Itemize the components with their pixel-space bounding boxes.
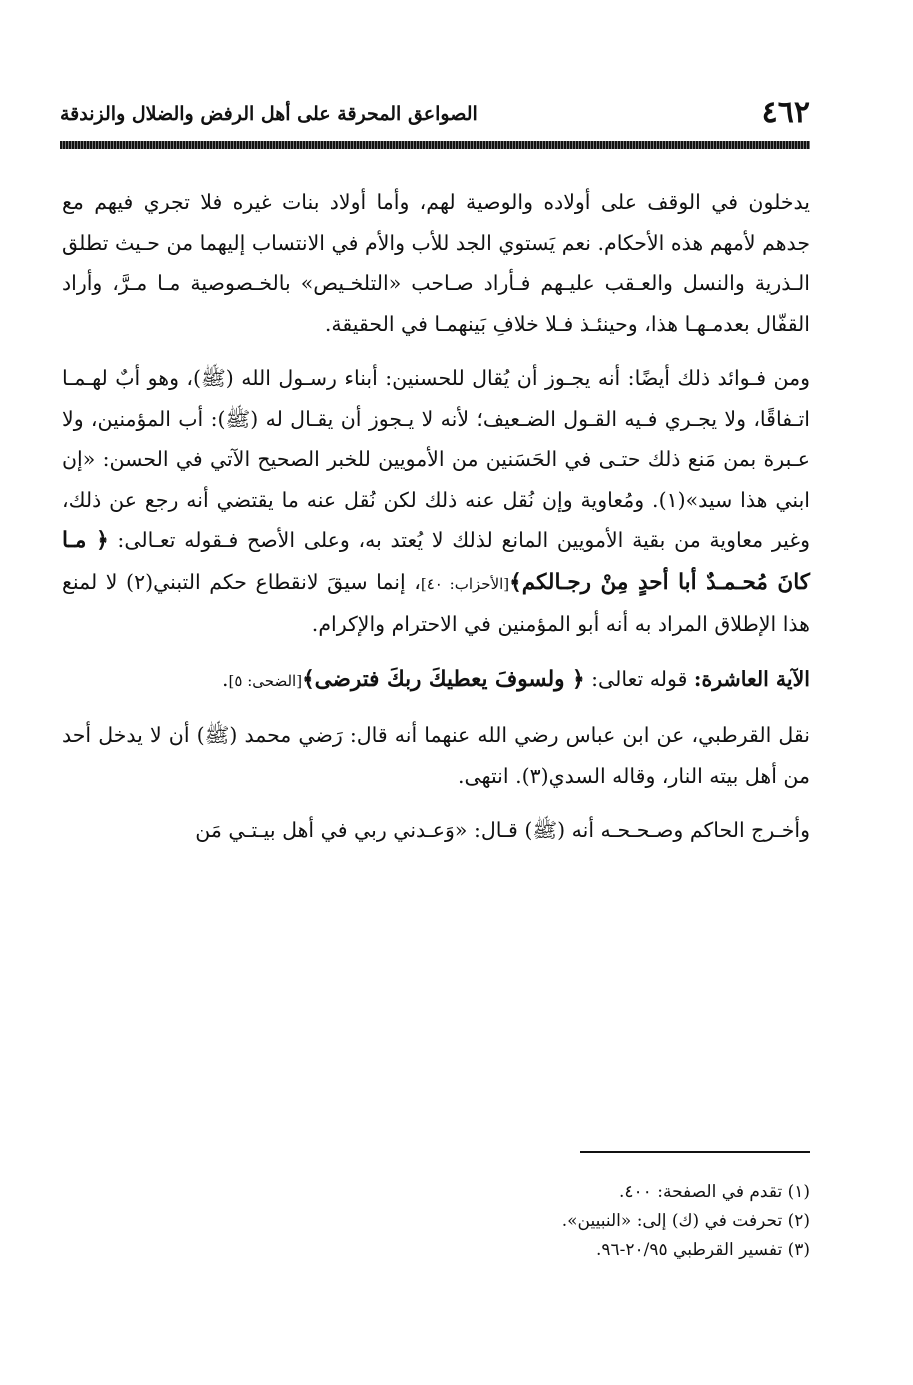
footnote-2: (٢) تحرفت في (ك) إلى: «النبيين». <box>561 1211 810 1231</box>
quran-verse-ahzab: ﴿ مـا كانَ مُحـمـدٌ أبا أحدٍ مِنْ رجـالكم﴾ <box>62 528 810 595</box>
verse-reference-duha: [الضحى: ٥] <box>228 671 303 690</box>
footnote-1: (١) تقدم في الصفحة: ٤٠٠. <box>619 1182 810 1202</box>
verse-reference-ahzab: [الأحزاب: ٤٠] <box>420 574 510 593</box>
paragraph-2 <box>62 358 810 645</box>
paragraph-3-text: قوله تعالى: <box>591 666 688 691</box>
paragraph-3-end: . <box>222 666 229 691</box>
footnote-divider <box>580 1151 810 1153</box>
paragraph-1: يدخلون في الوقف على أولاده والوصية لهم، وأما أولاد بنات غيره فلا تجري فيهم مع جدهم لأمهم هذه الأحكام. نعم يَستوي الجد للأب والأم في الانتساب إليهما من حـيث تطلق الـذرية والنسل والعـقب عليـهم فـأراد صـاحب «التلخـيص» بالخـصوصية مـا مـرَّ، وأراد القفّال بعدمـهـا هذا، وحينئـذ فـلا خلافِ بَينهمـا في الحقيقة. <box>62 190 810 336</box>
book-title: الصواعق المحرقة على أهل الرفض والضلال والزندقة <box>60 103 478 125</box>
page-header <box>60 95 810 130</box>
paragraph-5: وأخـرج الحاكم وصـحـحـه أنه (ﷺ) قـال: «وَعـدني ربي في أهل بيـتـي مَن <box>195 818 810 842</box>
header-divider <box>60 141 810 149</box>
section-heading-tenth-verse: الآية العاشرة: <box>693 666 810 691</box>
footnotes <box>110 1178 810 1265</box>
paragraph-2-text: ومن فـوائد ذلك أيضًا: أنه يجـوز أن يُقال للحسنين: أبناء رسـول الله (ﷺ)، وهو أبٌ لهـمـا اتـفاقًا، ولا يجـري فـيه القـول الضـعيف؛ لأنه لا يـجوز أن يقـال له (ﷺ): أب المؤمنين، ولا عـبرة بمن مَنع ذلك حتـى في الحَسَنين من الأمويين للخبر الصحيح الآتي في الحسن: «إن ابني هذا سيد»(١). ومُعاوية وإن نُقل عنه ذلك لكن نُقل عنه ما يقتضي أنه رجع عن ذلك، وغير معاوية من بقية الأمويين المانع لذلك لا يُعتد به، وعلى الأصح فـقوله تعـالى: <box>62 366 810 552</box>
quran-verse-duha: ﴿ ولسوفَ يعطيكَ ربكَ فترضى﴾ <box>302 666 585 692</box>
paragraph-3 <box>62 659 810 702</box>
paragraph-2-rest: ، إنما سيقَ لانقطاع حكم التبني(٢) لا لمنع هذا الإطلاق المراد به أنه أبو المؤمنين في الاحترام والإكرام. <box>62 569 810 636</box>
page-number: ٤٦٢ <box>761 95 810 130</box>
paragraph-4: نقل القرطبي، عن ابن عباس رضي الله عنهما أنه قال: رَضي محمد (ﷺ) أن لا يدخل أحد من أهل بيته النار، وقاله السدي(٣). انتهى. <box>62 723 810 788</box>
body-text <box>62 182 810 851</box>
footnote-3: (٣) تفسير القرطبي ٢٠/٩٥-٩٦. <box>595 1240 810 1260</box>
